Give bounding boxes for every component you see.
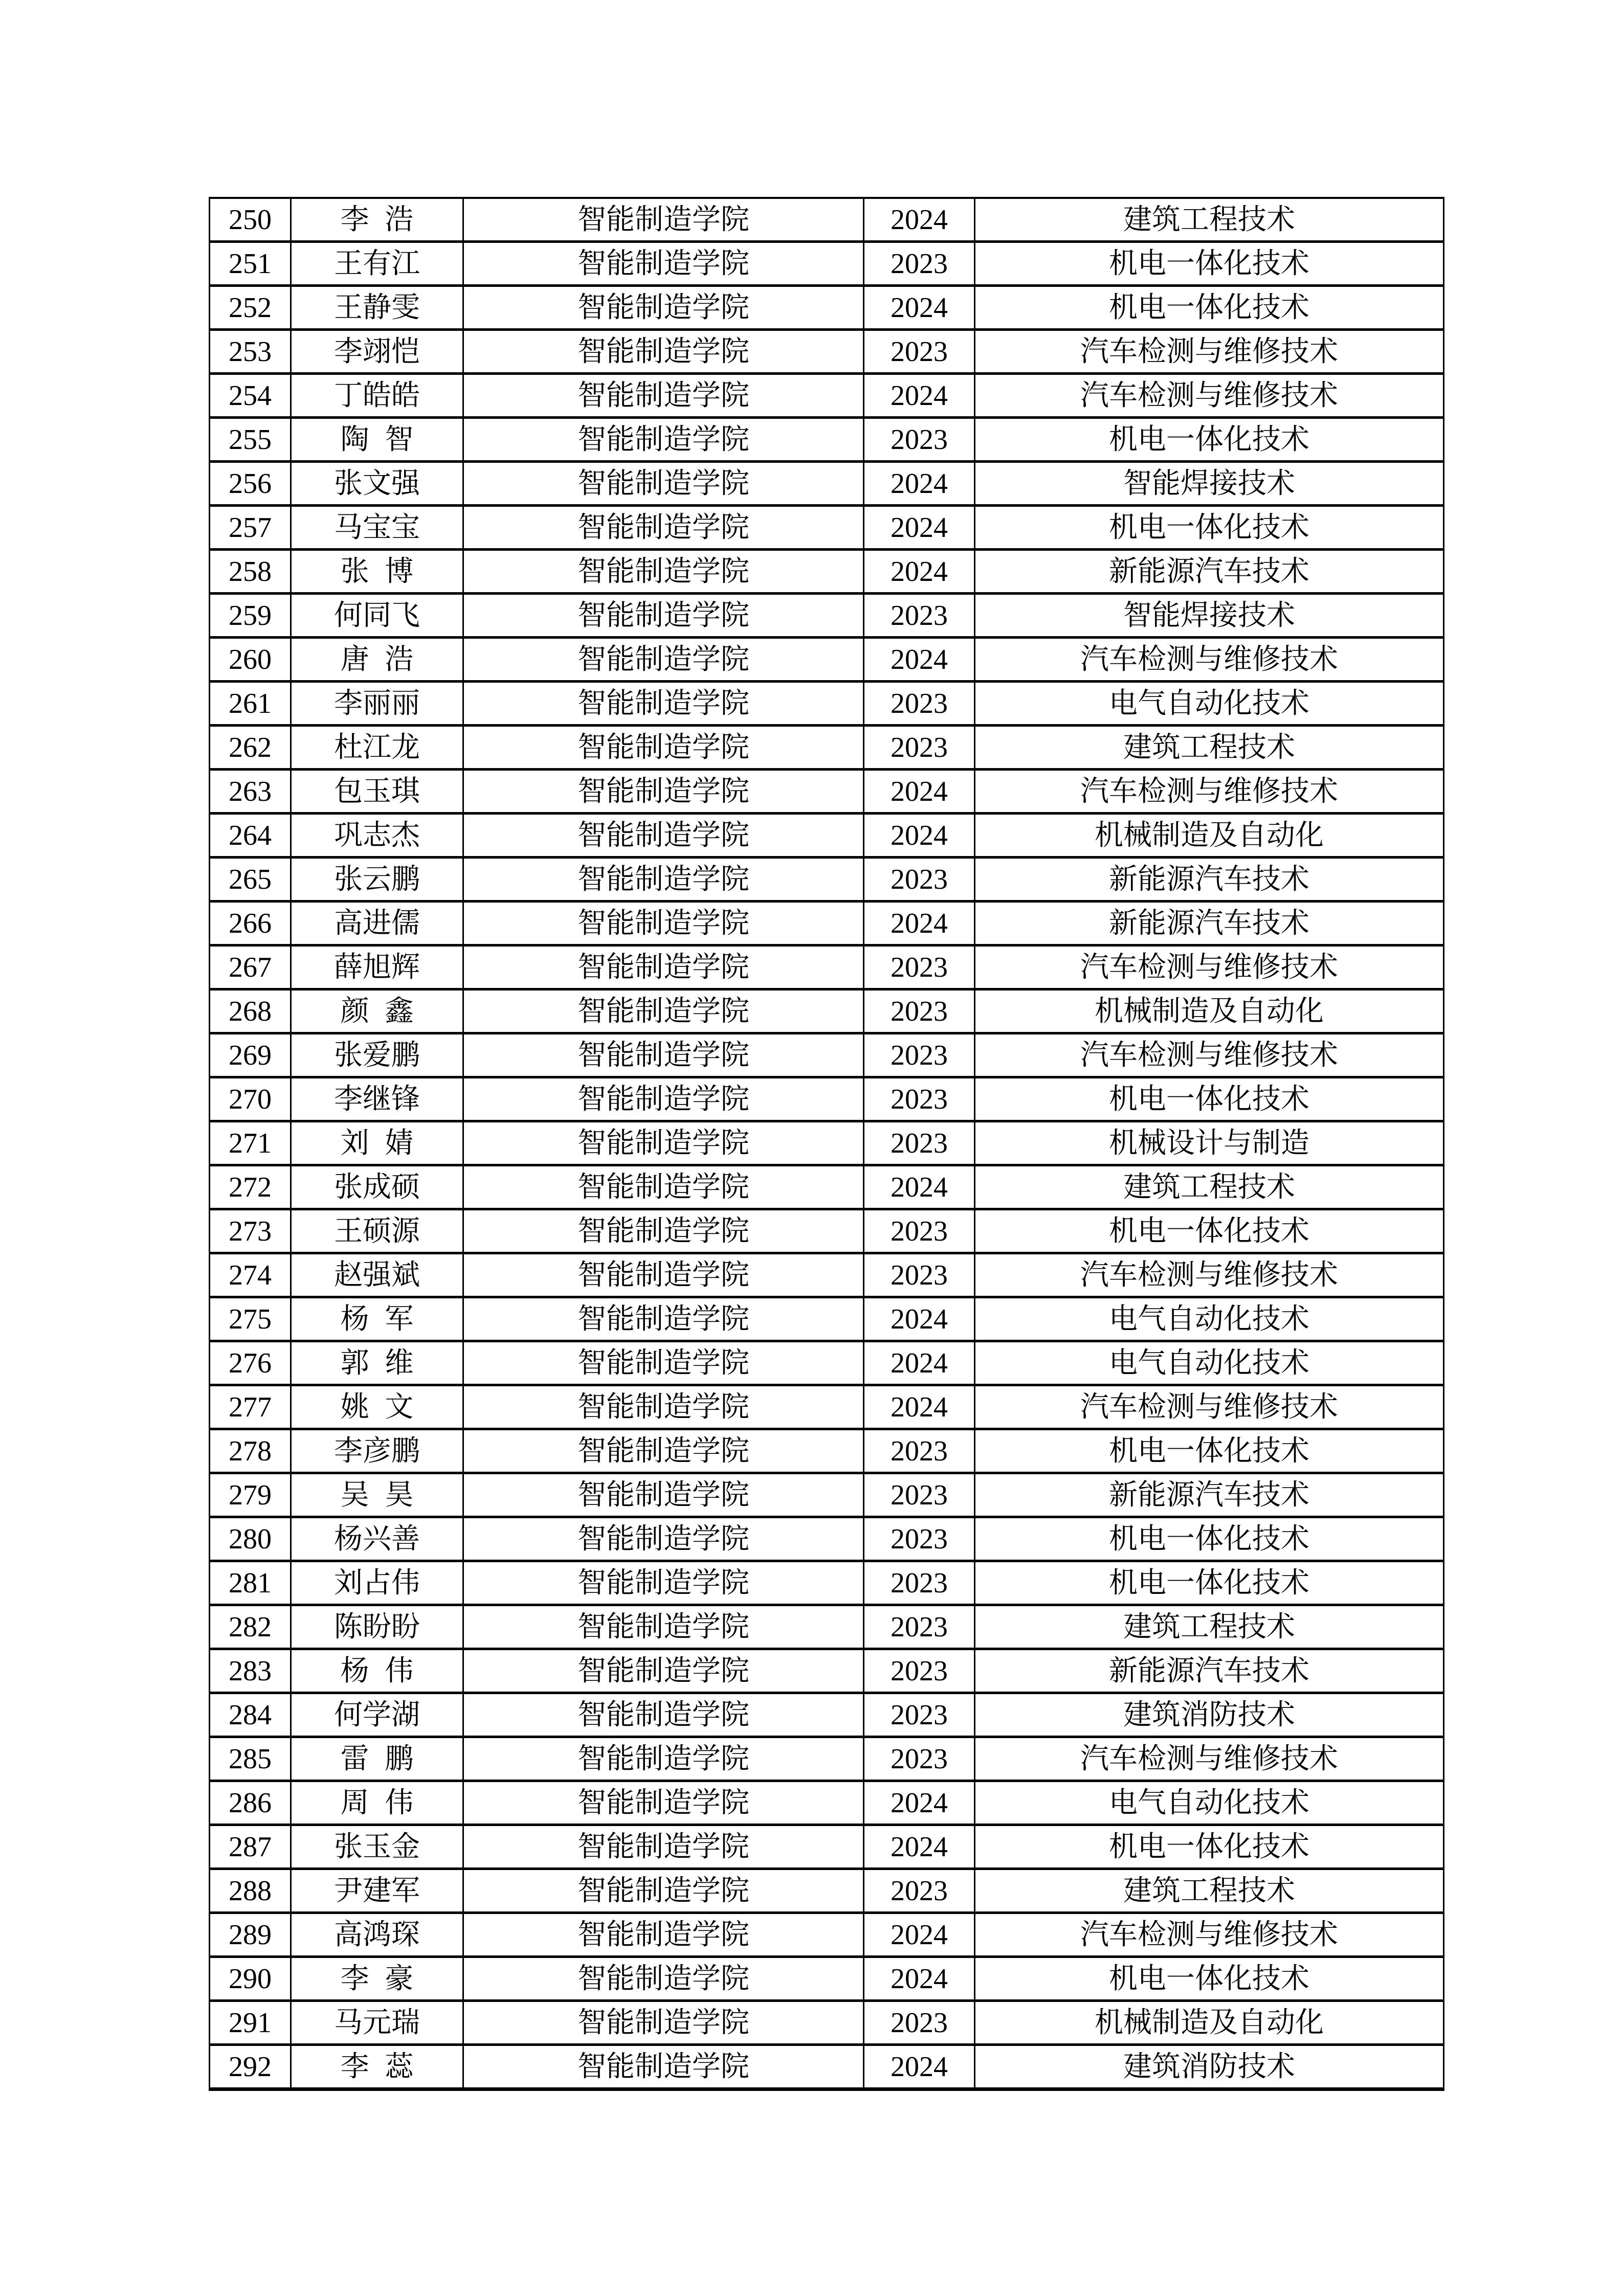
cell-major: 电气自动化技术 [975,682,1444,726]
table-row [210,2001,1444,2045]
table-row [210,902,1444,946]
cell-serial-number: 289 [210,1913,291,1957]
table-row [210,1561,1444,1605]
cell-major: 机电一体化技术 [975,1825,1444,1869]
cell-major: 机械制造及自动化 [975,814,1444,858]
cell-college: 智能制造学院 [463,2001,864,2045]
cell-major: 汽车检测与维修技术 [975,374,1444,418]
cell-major: 智能焊接技术 [975,594,1444,638]
cell-student-name: 尹建军 [291,1869,463,1913]
cell-student-name: 吴昊 [291,1473,463,1517]
cell-college: 智能制造学院 [463,1869,864,1913]
cell-student-name: 陶智 [291,418,463,462]
cell-major: 机电一体化技术 [975,1517,1444,1561]
cell-grade-year: 2023 [864,1517,975,1561]
table-body [210,198,1444,2089]
cell-grade-year: 2023 [864,1693,975,1737]
table-row [210,989,1444,1033]
table-row [210,2045,1444,2089]
cell-college: 智能制造学院 [463,682,864,726]
table-row [210,1913,1444,1957]
cell-major: 汽车检测与维修技术 [975,638,1444,682]
cell-major: 机电一体化技术 [975,418,1444,462]
cell-student-name: 郭维 [291,1341,463,1385]
cell-major: 机电一体化技术 [975,1077,1444,1121]
cell-student-name: 王有江 [291,242,463,286]
cell-serial-number: 280 [210,1517,291,1561]
cell-serial-number: 255 [210,418,291,462]
cell-serial-number: 261 [210,682,291,726]
cell-college: 智能制造学院 [463,814,864,858]
cell-student-name: 马元瑞 [291,2001,463,2045]
cell-serial-number: 272 [210,1165,291,1209]
cell-serial-number: 263 [210,770,291,814]
cell-grade-year: 2023 [864,1737,975,1781]
cell-grade-year: 2024 [864,286,975,330]
cell-student-name: 包玉琪 [291,770,463,814]
table-row [210,638,1444,682]
table-row [210,1429,1444,1473]
cell-serial-number: 287 [210,1825,291,1869]
cell-serial-number: 256 [210,462,291,506]
cell-student-name: 王硕源 [291,1209,463,1253]
table-row [210,330,1444,374]
cell-student-name: 薛旭辉 [291,946,463,989]
cell-college: 智能制造学院 [463,1429,864,1473]
cell-student-name: 高进儒 [291,902,463,946]
cell-major: 电气自动化技术 [975,1297,1444,1341]
cell-student-name: 张爱鹏 [291,1033,463,1077]
cell-student-name: 李翊恺 [291,330,463,374]
table-row [210,550,1444,594]
cell-serial-number: 276 [210,1341,291,1385]
cell-serial-number: 282 [210,1605,291,1649]
cell-student-name: 陈盼盼 [291,1605,463,1649]
cell-college: 智能制造学院 [463,1209,864,1253]
cell-college: 智能制造学院 [463,1561,864,1605]
cell-serial-number: 269 [210,1033,291,1077]
cell-student-name: 高鸿琛 [291,1913,463,1957]
table-row [210,1517,1444,1561]
cell-grade-year: 2023 [864,1077,975,1121]
cell-college: 智能制造学院 [463,946,864,989]
cell-grade-year: 2024 [864,638,975,682]
cell-serial-number: 281 [210,1561,291,1605]
cell-student-name: 张玉金 [291,1825,463,1869]
table-row [210,1737,1444,1781]
cell-student-name: 刘婧 [291,1121,463,1165]
cell-grade-year: 2024 [864,2045,975,2089]
cell-student-name: 张成硕 [291,1165,463,1209]
cell-grade-year: 2023 [864,1561,975,1605]
table-row [210,1781,1444,1825]
cell-college: 智能制造学院 [463,242,864,286]
cell-college: 智能制造学院 [463,989,864,1033]
cell-serial-number: 262 [210,726,291,770]
cell-grade-year: 2023 [864,1473,975,1517]
cell-serial-number: 291 [210,2001,291,2045]
cell-college: 智能制造学院 [463,1737,864,1781]
cell-grade-year: 2023 [864,946,975,989]
cell-major: 机电一体化技术 [975,286,1444,330]
cell-student-name: 张云鹏 [291,858,463,902]
cell-grade-year: 2024 [864,1385,975,1429]
cell-major: 机电一体化技术 [975,1561,1444,1605]
cell-grade-year: 2023 [864,989,975,1033]
table-row [210,814,1444,858]
cell-grade-year: 2023 [864,1649,975,1693]
cell-serial-number: 277 [210,1385,291,1429]
cell-college: 智能制造学院 [463,1385,864,1429]
table-row [210,1033,1444,1077]
cell-serial-number: 250 [210,198,291,242]
cell-major: 汽车检测与维修技术 [975,1737,1444,1781]
cell-college: 智能制造学院 [463,1693,864,1737]
cell-student-name: 巩志杰 [291,814,463,858]
cell-college: 智能制造学院 [463,1957,864,2001]
cell-serial-number: 290 [210,1957,291,2001]
cell-serial-number: 274 [210,1253,291,1297]
cell-grade-year: 2023 [864,1605,975,1649]
cell-college: 智能制造学院 [463,1077,864,1121]
cell-grade-year: 2024 [864,1297,975,1341]
cell-serial-number: 253 [210,330,291,374]
table-row [210,682,1444,726]
cell-grade-year: 2024 [864,814,975,858]
cell-grade-year: 2023 [864,1429,975,1473]
cell-grade-year: 2023 [864,726,975,770]
table-row [210,286,1444,330]
table-row [210,1385,1444,1429]
cell-grade-year: 2024 [864,462,975,506]
cell-serial-number: 257 [210,506,291,550]
cell-student-name: 杜江龙 [291,726,463,770]
cell-grade-year: 2023 [864,858,975,902]
cell-serial-number: 279 [210,1473,291,1517]
table-row [210,770,1444,814]
cell-college: 智能制造学院 [463,374,864,418]
cell-student-name: 李浩 [291,198,463,242]
cell-major: 建筑工程技术 [975,1869,1444,1913]
cell-student-name: 姚文 [291,1385,463,1429]
cell-serial-number: 273 [210,1209,291,1253]
cell-student-name: 王静雯 [291,286,463,330]
cell-major: 建筑工程技术 [975,1605,1444,1649]
cell-college: 智能制造学院 [463,858,864,902]
table-row [210,1341,1444,1385]
cell-serial-number: 271 [210,1121,291,1165]
cell-college: 智能制造学院 [463,506,864,550]
cell-major: 建筑工程技术 [975,198,1444,242]
cell-major: 新能源汽车技术 [975,902,1444,946]
table-row [210,1649,1444,1693]
cell-major: 汽车检测与维修技术 [975,1033,1444,1077]
cell-college: 智能制造学院 [463,1253,864,1297]
cell-serial-number: 267 [210,946,291,989]
cell-grade-year: 2024 [864,1913,975,1957]
cell-student-name: 李彦鹏 [291,1429,463,1473]
table-row [210,1165,1444,1209]
table-row [210,1825,1444,1869]
cell-serial-number: 260 [210,638,291,682]
cell-serial-number: 259 [210,594,291,638]
table-row [210,946,1444,989]
cell-major: 建筑工程技术 [975,726,1444,770]
cell-major: 汽车检测与维修技术 [975,770,1444,814]
cell-college: 智能制造学院 [463,286,864,330]
cell-major: 建筑工程技术 [975,1165,1444,1209]
cell-major: 电气自动化技术 [975,1341,1444,1385]
table-row [210,1253,1444,1297]
cell-student-name: 丁皓皓 [291,374,463,418]
cell-grade-year: 2024 [864,374,975,418]
cell-college: 智能制造学院 [463,1649,864,1693]
cell-student-name: 杨兴善 [291,1517,463,1561]
cell-college: 智能制造学院 [463,462,864,506]
cell-college: 智能制造学院 [463,1297,864,1341]
cell-serial-number: 278 [210,1429,291,1473]
table-row [210,1209,1444,1253]
cell-major: 新能源汽车技术 [975,858,1444,902]
table-row [210,506,1444,550]
cell-major: 机械制造及自动化 [975,989,1444,1033]
cell-college: 智能制造学院 [463,1165,864,1209]
cell-serial-number: 264 [210,814,291,858]
cell-serial-number: 286 [210,1781,291,1825]
cell-grade-year: 2024 [864,1957,975,2001]
cell-grade-year: 2023 [864,330,975,374]
cell-grade-year: 2023 [864,242,975,286]
table-row [210,1957,1444,2001]
cell-grade-year: 2023 [864,1121,975,1165]
cell-college: 智能制造学院 [463,1781,864,1825]
table-row [210,1605,1444,1649]
table-row [210,1693,1444,1737]
cell-major: 机电一体化技术 [975,1209,1444,1253]
cell-serial-number: 270 [210,1077,291,1121]
table-row [210,198,1444,242]
cell-college: 智能制造学院 [463,1825,864,1869]
cell-major: 汽车检测与维修技术 [975,330,1444,374]
table-row [210,374,1444,418]
cell-major: 汽车检测与维修技术 [975,946,1444,989]
cell-student-name: 周伟 [291,1781,463,1825]
cell-college: 智能制造学院 [463,638,864,682]
table-row [210,242,1444,286]
cell-serial-number: 275 [210,1297,291,1341]
cell-grade-year: 2024 [864,1781,975,1825]
cell-student-name: 张博 [291,550,463,594]
cell-major: 新能源汽车技术 [975,550,1444,594]
table-row [210,1473,1444,1517]
cell-college: 智能制造学院 [463,594,864,638]
cell-student-name: 张文强 [291,462,463,506]
cell-college: 智能制造学院 [463,726,864,770]
cell-student-name: 李丽丽 [291,682,463,726]
cell-major: 新能源汽车技术 [975,1649,1444,1693]
table-row [210,726,1444,770]
table-row [210,1121,1444,1165]
cell-grade-year: 2024 [864,198,975,242]
cell-grade-year: 2023 [864,418,975,462]
table-row [210,1077,1444,1121]
cell-major: 新能源汽车技术 [975,1473,1444,1517]
cell-major: 建筑消防技术 [975,1693,1444,1737]
cell-college: 智能制造学院 [463,198,864,242]
cell-student-name: 杨伟 [291,1649,463,1693]
table-row [210,1297,1444,1341]
cell-grade-year: 2023 [864,1209,975,1253]
table-row [210,1869,1444,1913]
cell-student-name: 李蕊 [291,2045,463,2089]
cell-grade-year: 2024 [864,1165,975,1209]
cell-student-name: 李豪 [291,1957,463,2001]
student-roster-table [209,197,1444,2091]
cell-grade-year: 2024 [864,1341,975,1385]
cell-serial-number: 254 [210,374,291,418]
cell-major: 机电一体化技术 [975,1429,1444,1473]
cell-serial-number: 288 [210,1869,291,1913]
cell-grade-year: 2024 [864,1825,975,1869]
table-row [210,858,1444,902]
cell-college: 智能制造学院 [463,418,864,462]
cell-grade-year: 2023 [864,682,975,726]
cell-student-name: 何学湖 [291,1693,463,1737]
cell-major: 机电一体化技术 [975,506,1444,550]
cell-grade-year: 2023 [864,594,975,638]
cell-student-name: 唐浩 [291,638,463,682]
cell-major: 电气自动化技术 [975,1781,1444,1825]
cell-college: 智能制造学院 [463,1121,864,1165]
table-row [210,594,1444,638]
cell-student-name: 雷鹏 [291,1737,463,1781]
cell-student-name: 李继锋 [291,1077,463,1121]
cell-student-name: 杨军 [291,1297,463,1341]
cell-grade-year: 2024 [864,550,975,594]
cell-grade-year: 2023 [864,2001,975,2045]
cell-college: 智能制造学院 [463,902,864,946]
cell-college: 智能制造学院 [463,330,864,374]
cell-serial-number: 252 [210,286,291,330]
cell-serial-number: 284 [210,1693,291,1737]
cell-grade-year: 2024 [864,506,975,550]
cell-major: 汽车检测与维修技术 [975,1253,1444,1297]
cell-major: 机械设计与制造 [975,1121,1444,1165]
cell-major: 机电一体化技术 [975,242,1444,286]
cell-grade-year: 2024 [864,902,975,946]
cell-major: 汽车检测与维修技术 [975,1913,1444,1957]
cell-serial-number: 265 [210,858,291,902]
cell-college: 智能制造学院 [463,770,864,814]
cell-student-name: 颜鑫 [291,989,463,1033]
cell-college: 智能制造学院 [463,1517,864,1561]
table-row [210,418,1444,462]
cell-college: 智能制造学院 [463,1473,864,1517]
cell-college: 智能制造学院 [463,2045,864,2089]
cell-college: 智能制造学院 [463,1913,864,1957]
cell-serial-number: 283 [210,1649,291,1693]
cell-serial-number: 285 [210,1737,291,1781]
cell-college: 智能制造学院 [463,1605,864,1649]
cell-serial-number: 292 [210,2045,291,2089]
cell-major: 机械制造及自动化 [975,2001,1444,2045]
table-row [210,462,1444,506]
cell-serial-number: 258 [210,550,291,594]
cell-grade-year: 2024 [864,770,975,814]
cell-grade-year: 2023 [864,1033,975,1077]
cell-college: 智能制造学院 [463,550,864,594]
cell-serial-number: 266 [210,902,291,946]
cell-college: 智能制造学院 [463,1341,864,1385]
cell-major: 汽车检测与维修技术 [975,1385,1444,1429]
cell-student-name: 何同飞 [291,594,463,638]
cell-student-name: 刘占伟 [291,1561,463,1605]
cell-college: 智能制造学院 [463,1033,864,1077]
cell-grade-year: 2023 [864,1253,975,1297]
cell-major: 机电一体化技术 [975,1957,1444,2001]
cell-serial-number: 268 [210,989,291,1033]
cell-grade-year: 2023 [864,1869,975,1913]
cell-serial-number: 251 [210,242,291,286]
cell-major: 智能焊接技术 [975,462,1444,506]
cell-student-name: 马宝宝 [291,506,463,550]
cell-major: 建筑消防技术 [975,2045,1444,2089]
cell-student-name: 赵强斌 [291,1253,463,1297]
